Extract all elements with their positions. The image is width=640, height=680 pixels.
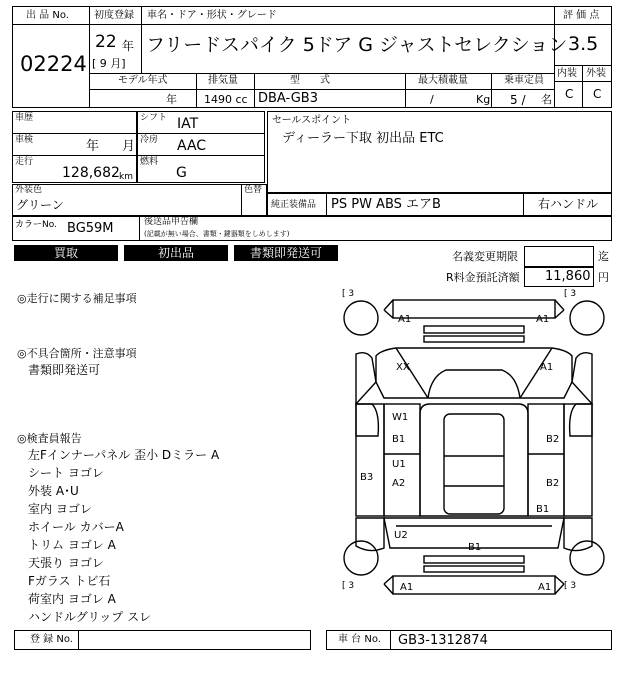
sales-point-label: セールスポイント bbox=[272, 115, 352, 126]
first-reg-year: 22 bbox=[95, 32, 117, 52]
reg-no-label: 登 録 No. bbox=[30, 634, 73, 645]
mark-b1-bottom: B1 bbox=[468, 542, 482, 553]
color-no-label: カラーNo. bbox=[15, 220, 57, 230]
interior-label: 内装 bbox=[557, 68, 577, 79]
score-divider-b bbox=[554, 65, 612, 66]
history-label: 車歴 bbox=[15, 113, 34, 123]
inspection-label: 車検 bbox=[15, 135, 34, 145]
score-divider-d bbox=[554, 81, 612, 82]
mark-b2-upper: B2 bbox=[546, 434, 560, 445]
score-box bbox=[554, 6, 612, 108]
mark-u1: U1 bbox=[392, 459, 406, 470]
mark-b2-lower: B2 bbox=[546, 478, 560, 489]
mileage-unit: km bbox=[119, 172, 133, 182]
model-year-label: モデル年式 bbox=[118, 75, 168, 86]
post-delivery-label: 後送品申告欄 bbox=[144, 217, 199, 227]
inspector-title: ◎検査員報告 bbox=[17, 432, 82, 445]
exterior-grade: C bbox=[593, 87, 602, 101]
deadline-label: 名義変更期限 bbox=[452, 250, 518, 263]
model-code-label: 型 式 bbox=[290, 75, 330, 86]
inspector-line: 室内 ヨゴレ bbox=[28, 502, 92, 516]
car-name-label: 車名・ドア・形状・グレード bbox=[147, 10, 277, 21]
defects-value: 書類即発送可 bbox=[28, 363, 101, 377]
mark-w1: W1 bbox=[392, 412, 409, 423]
mark-a1-bottom-right: A1 bbox=[538, 582, 552, 593]
corner-label-tr: [ 3 bbox=[564, 289, 577, 299]
corner-label-tl: [ 3 bbox=[342, 289, 355, 299]
color-no-value: BG59M bbox=[67, 221, 114, 236]
steering-value: 右ハンドル bbox=[538, 197, 599, 211]
inspector-line: シート ヨゴレ bbox=[28, 466, 104, 480]
first-reg-label: 初度登録 bbox=[94, 10, 134, 21]
exterior-label: 外装 bbox=[586, 68, 606, 79]
inspector-line: ホイール カバーA bbox=[28, 520, 124, 534]
model-code-value: DBA-GB3 bbox=[258, 91, 318, 106]
score-divider-c bbox=[582, 65, 583, 108]
docs-immediate-bar: 書類即発送可 bbox=[234, 245, 338, 261]
inspector-line: 外装 A･U bbox=[28, 484, 79, 498]
first-listing-bar: 初出品 bbox=[124, 245, 228, 261]
genuine-equip-label: 純正装備品 bbox=[271, 200, 317, 210]
capacity-unit: 名 bbox=[541, 93, 552, 106]
recycle-value: 11,860 bbox=[545, 269, 591, 284]
exterior-color-label: 外装色 bbox=[15, 185, 43, 195]
inspector-line: 左Fインナーパネル 歪小 Dミラー A bbox=[28, 448, 220, 462]
first-reg-year-unit: 年 bbox=[122, 39, 135, 53]
spec-col-4 bbox=[491, 73, 492, 108]
chassis-divider bbox=[390, 630, 391, 650]
color-change-label: 色替 bbox=[244, 185, 263, 195]
inspection-month: 月 bbox=[122, 139, 136, 154]
model-year-unit: 年 bbox=[166, 93, 177, 106]
interior-grade: C bbox=[565, 87, 574, 101]
deadline-unit: 迄 bbox=[598, 250, 609, 263]
car-damage-diagram bbox=[336, 286, 612, 604]
lot-no-value: 02224 bbox=[20, 52, 87, 76]
mark-b1-right: B1 bbox=[536, 504, 550, 515]
mark-u2: U2 bbox=[394, 530, 408, 541]
corner-label-bl: [ 3 bbox=[342, 581, 355, 591]
driving-notes-title: ◎走行に関する補足事項 bbox=[17, 292, 137, 305]
displacement-label: 排気量 bbox=[208, 75, 238, 86]
chassis-label: 車 台 No. bbox=[338, 634, 381, 645]
lot-no-label: 出 品 No. bbox=[26, 10, 69, 21]
fuel-label: 燃料 bbox=[140, 157, 159, 167]
shift-value: IAT bbox=[177, 116, 199, 132]
mark-a1-right: A1 bbox=[540, 362, 554, 373]
displacement-value: 1490 cc bbox=[204, 93, 248, 106]
mileage-value: 128,682 bbox=[62, 165, 120, 181]
mark-b3: B3 bbox=[360, 472, 374, 483]
capacity-value: 5 / bbox=[510, 93, 526, 107]
spec-col-1 bbox=[196, 73, 197, 108]
mark-a1-top-right: A1 bbox=[536, 314, 550, 325]
score-label: 評 価 点 bbox=[563, 10, 600, 21]
defects-title: ◎不具合箇所・注意事項 bbox=[17, 347, 137, 360]
lot-no-divider bbox=[12, 24, 90, 25]
mark-a1-top-left: A1 bbox=[398, 314, 412, 325]
shift-label: シフト bbox=[140, 113, 168, 123]
chassis-value: GB3-1312874 bbox=[398, 633, 488, 648]
car-name-value: フリードスパイク 5ドア G ジャストセレクション bbox=[146, 34, 568, 56]
inspector-line: 荷室内 ヨゴレ A bbox=[28, 592, 116, 606]
inspector-line: 天張り ヨゴレ bbox=[28, 556, 104, 570]
inspection-year: 年 bbox=[86, 139, 100, 154]
buy-bar: 買取 bbox=[14, 245, 118, 261]
fuel-value: G bbox=[176, 165, 187, 181]
sales-point-value: ディーラー下取 初出品 ETC bbox=[282, 131, 444, 146]
aircon-value: AAC bbox=[177, 138, 207, 154]
max-load-unit: Kg bbox=[476, 93, 491, 106]
spec-col-2 bbox=[254, 73, 255, 108]
mark-a1-bottom-left: A1 bbox=[400, 582, 414, 593]
max-load-label: 最大積載量 bbox=[418, 75, 468, 86]
capacity-label: 乗車定員 bbox=[504, 75, 544, 86]
inspector-line: Fガラス トビ石 bbox=[28, 574, 111, 588]
max-load-slash: / bbox=[430, 93, 434, 106]
inspector-line: トリム ヨゴレ A bbox=[28, 538, 116, 552]
recycle-label: R料金預託済額 bbox=[446, 271, 520, 284]
mark-a2: A2 bbox=[392, 478, 406, 489]
mileage-label: 走行 bbox=[15, 157, 34, 167]
reg-no-divider bbox=[78, 630, 79, 650]
first-reg-month: [ 9 月] bbox=[92, 57, 126, 70]
inspector-line: ハンドルグリップ スレ bbox=[28, 610, 152, 624]
mark-b1-left: B1 bbox=[392, 434, 406, 445]
aircon-label: 冷房 bbox=[140, 135, 159, 145]
score-value: 3.5 bbox=[568, 33, 599, 55]
spec-col-3 bbox=[405, 73, 406, 108]
post-delivery-note: (記載が無い場合、書類・鍵器類をしめします) bbox=[144, 230, 290, 238]
score-divider-a bbox=[554, 24, 612, 25]
corner-label-br: [ 3 bbox=[564, 581, 577, 591]
spec-row-divider bbox=[89, 89, 555, 90]
genuine-equip-value: PS PW ABS エアB bbox=[331, 197, 441, 212]
recycle-unit: 円 bbox=[598, 271, 609, 284]
mark-xx: XX bbox=[396, 362, 410, 373]
genuine-equip-divider bbox=[326, 193, 327, 216]
exterior-color-value: グリーン bbox=[16, 198, 64, 212]
deadline-box bbox=[524, 246, 594, 267]
